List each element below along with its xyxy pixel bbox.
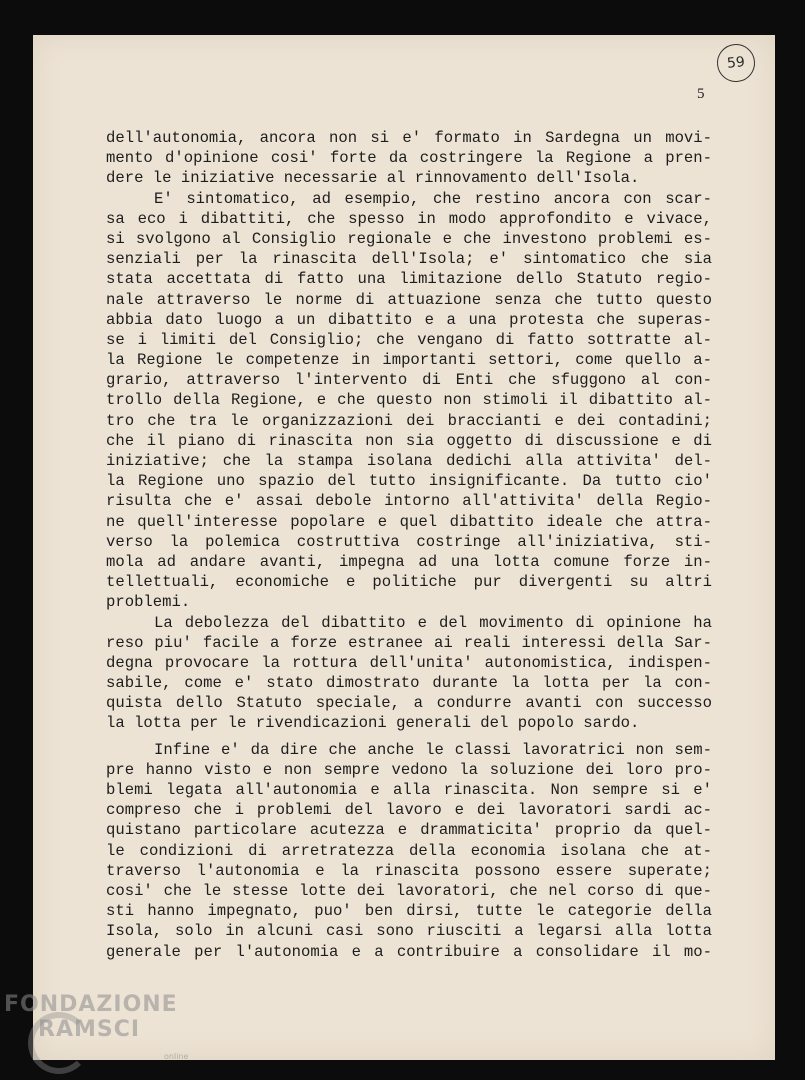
text-line: se i limiti del Consiglio; che vengano di fatto sottratte al-	[106, 330, 712, 349]
text-line: che il piano di rinascita non sia oggetto di discussione e di	[106, 431, 712, 450]
watermark-line-1: FONDAZIONE	[4, 992, 178, 1017]
text-line: risulta che e' assai debole intorno all'attivita' della Regio-	[106, 492, 712, 511]
text-line: la Regione uno spazio del tutto insignificante. Da tutto cio'	[106, 472, 712, 491]
text-line: mola ad andare avanti, impegna ad una lotta comune forze in-	[106, 552, 712, 571]
text-line: senziali per la rinascita dell'Isola; e' sintomatico che sia	[106, 250, 712, 269]
text-line: stata accettata di fatto una limitazione dello Statuto regio-	[106, 270, 712, 289]
text-line: pre hanno visto e non sempre vedono la soluzione dei loro pro-	[106, 760, 712, 779]
text-line: grario, attraverso l'intervento di Enti che sfuggono al con-	[106, 371, 712, 390]
text-line: problemi.	[106, 593, 191, 612]
text-line: sa eco i dibattiti, che spesso in modo approfondito e vivace,	[106, 209, 712, 228]
text-line: blemi legata all'autonomia e alla rinascita. Non sempre si e'	[106, 781, 712, 799]
text-line: quista dello Statuto speciale, a condurre avanti con successo	[106, 694, 712, 713]
text-line: si svolgono al Consiglio regionale e che investono problemi es-	[106, 229, 712, 248]
text-line: tro che tra le organizzazioni dei braccianti e dei contadini;	[106, 411, 712, 430]
text-line: trollo della Regione, e che questo non stimoli il dibattito al-	[106, 391, 712, 410]
text-line: verso la polemica costruttiva costringe all'iniziativa, sti-	[106, 532, 712, 551]
text-line: mento d'opinione cosi' forte da costringere la Regione a pren-	[106, 149, 712, 168]
page-number: 5	[697, 86, 705, 102]
text-line: dell'autonomia, ancora non si e' formato in Sardegna un movi-	[106, 129, 712, 147]
watermark-line-2: RAMSCI	[38, 1017, 141, 1042]
text-line: ne quell'interesse popolare e quel dibattito ideale che attra-	[106, 512, 712, 531]
text-line: la Regione le competenze in importanti settori, come quello a-	[106, 351, 712, 370]
text-line: dere le iniziative necessarie al rinnovamento dell'Isola.	[106, 169, 640, 188]
watermark	[4, 992, 178, 1042]
text-line: abbia dato luogo a un dibattito e a una protesta che superas-	[106, 310, 712, 329]
text-line: sti hanno impegnato, puo' ben dirsi, tutte le categorie della	[106, 902, 712, 921]
text-line: la lotta per le rivendicazioni generali del popolo sardo.	[106, 714, 640, 733]
body-text	[106, 128, 712, 962]
text-line: iniziative; che la stampa isolana dedichi alla attivita' del-	[106, 452, 712, 470]
text-line: Isola, solo in alcuni casi sono riusciti a legarsi alla lotta	[106, 922, 712, 941]
watermark-online: online	[164, 1052, 189, 1061]
text-line: sabile, come e' stato dimostrato durante la lotta per la con-	[106, 674, 712, 693]
text-line: tellettuali, economiche e politiche pur divergenti su altri	[106, 573, 712, 592]
archive-number-stamp: 59	[715, 42, 757, 84]
text-line: E' sintomatico, ad esempio, che restino ancora con scar-	[154, 189, 712, 208]
text-line: le condizioni di arretratezza della economia isolana che at-	[106, 841, 712, 860]
text-line: reso piu' facile a forze estranee ai reali interessi della Sar-	[106, 633, 712, 652]
text-line: degna provocare la rottura dell'unita' autonomistica, indispen-	[106, 653, 712, 672]
text-line: traverso l'autonomia e la rinascita possono essere superate;	[106, 861, 712, 880]
text-line: quistano particolare acutezza e drammaticita' proprio da quel-	[106, 821, 712, 840]
text-line: cosi' che le stesse lotte dei lavoratori, che nel corso di que-	[106, 881, 712, 900]
text-line: Infine e' da dire che anche le classi lavoratrici non sem-	[154, 740, 712, 759]
text-line: La debolezza del dibattito e del movimento di opinione ha	[154, 613, 712, 632]
text-line: generale per l'autonomia e a contribuire a consolidare il mo-	[106, 942, 712, 961]
text-line: nale attraverso le norme di attuazione senza che tutto questo	[106, 290, 712, 309]
text-line: compreso che i problemi del lavoro e dei lavoratori sardi ac-	[106, 801, 712, 820]
